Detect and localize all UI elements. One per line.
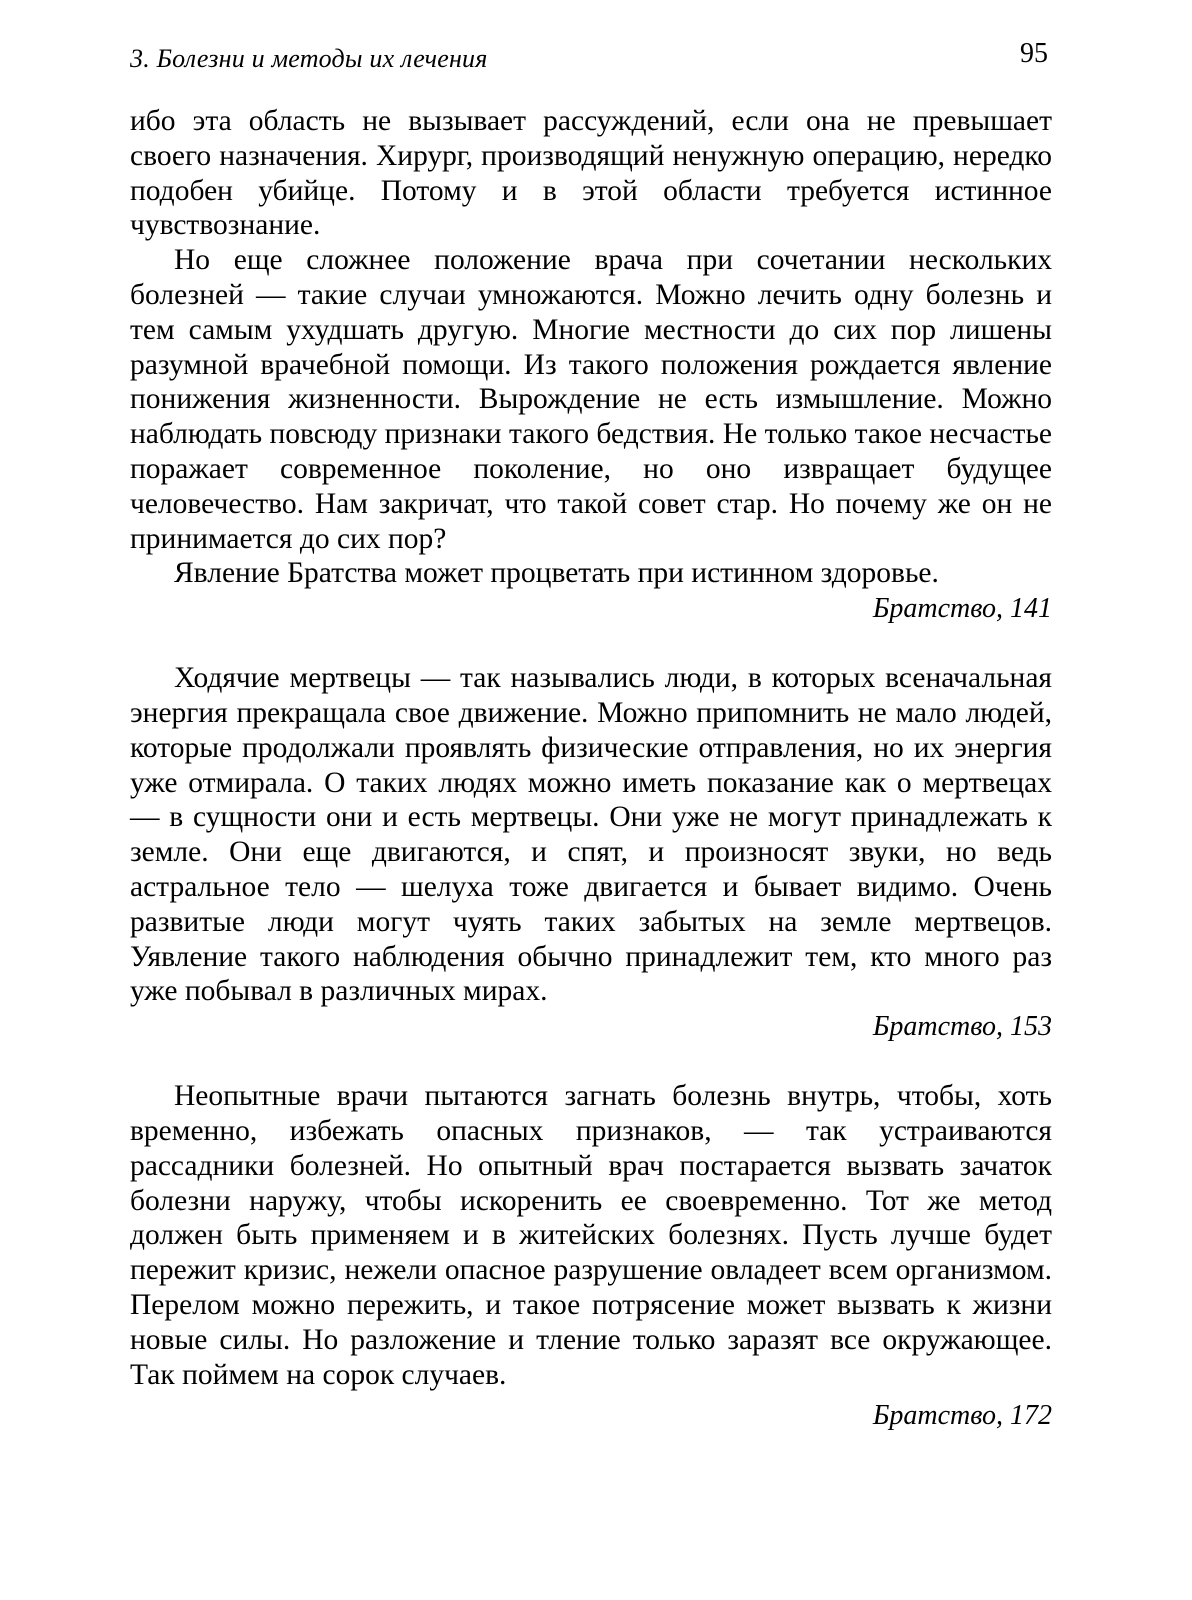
- section-gap: [130, 1045, 1052, 1079]
- paragraph: Явление Братства может процветать при истинном здоровье.: [174, 557, 939, 590]
- body-text: [130, 104, 1052, 1434]
- page-number: 95: [1020, 38, 1048, 69]
- section-gap: [130, 627, 1052, 661]
- paragraph: Но еще сложнее положение врача при сочетании нескольких болезней — такие случаи умножаются. Можно лечить одну болезнь и тем самым ухудшать другую. Многие местности до сих пор лишены разумной врачебной помощи. Из такого положения рождается явление понижения жизненности. Вырождение не есть измышление. Можно наблюдать повсюду признаки такого бедствия. Не только такое несчастье поражает современное поколение, но оно извращает будущее человечество. Нам закричат, что такой совет стар. Но почему же он не принимается до сих пор?: [130, 244, 1052, 555]
- source-citation: Братство, 153: [872, 1011, 1052, 1043]
- paragraph: ибо эта область не вызывает рассуждений, если она не превышает своего назначения. Хирург, производящий ненужную операцию, нередко подобен убийце. Потому и в этой области требуется истинное чувствознание.: [130, 105, 1052, 242]
- source-citation: Братство, 172: [872, 1400, 1052, 1432]
- running-head: [130, 38, 1052, 78]
- paragraph: Неопытные врачи пытаются загнать болезнь внутрь, чтобы, хоть временно, избежать опасных признаков, — так устраиваются рассадники болезней. Но опытный врач постарается вызвать зачаток болезни наружу, чтобы искоренить ее своевременно. Тот же метод должен быть применяем и в житейских болезнях. Пусть лучше будет пережит кризис, нежели опасное разрушение овладеет всем организмом. Перелом можно пережить, и такое потрясение может вызвать к жизни новые силы. Но разложение и тление только заразят все окружающее. Так поймем на сорок случаев.: [130, 1080, 1052, 1391]
- paragraph: Ходячие мертвецы — так назывались люди, в которых всеначальная энергия прекращала свое движение. Можно припомнить не мало людей, которые продолжали проявлять физические отправления, но их энергия уже отмирала. О таких людях можно иметь показание как о мертвецах — в сущности они и есть мертвецы. Они уже не могут принадлежать к земле. Они еще двигаются, и спят, и произносят звуки, но ведь астральное тело — шелуха тоже двигается и бывает видимо. Очень развитые люди могут чуять таких забытых на земле мертвецов. Уявление такого наблюдения обычно принадлежит тем, кто много раз уже побывал в различных мирах.: [130, 662, 1052, 1008]
- chapter-title: 3. Болезни и методы их лечения: [130, 44, 488, 73]
- source-citation: Братство, 141: [872, 593, 1052, 625]
